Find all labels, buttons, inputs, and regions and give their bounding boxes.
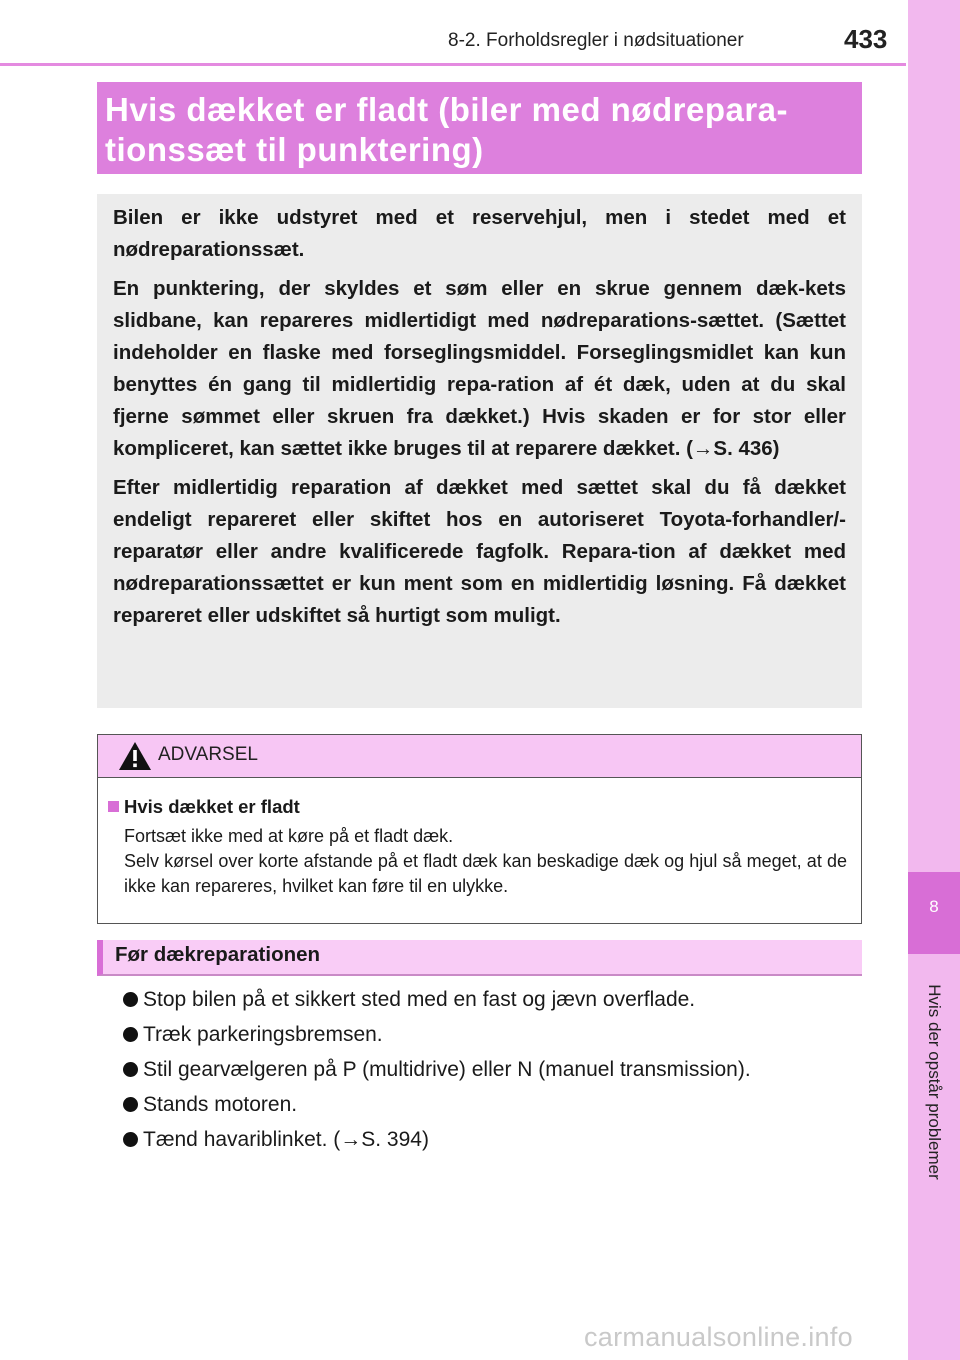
intro-paragraph-1: Bilen er ikke udstyret med et reservehjul, men i stedet med et nødreparationssæt. xyxy=(113,206,846,261)
list-item xyxy=(123,982,863,1017)
bullet-icon xyxy=(123,1132,138,1147)
list-item xyxy=(123,1052,863,1087)
page-title-line-2: tionssæt til punktering) xyxy=(105,131,484,168)
bullet-icon xyxy=(123,992,138,1007)
header-rule xyxy=(0,63,906,66)
warning-header xyxy=(98,735,861,778)
warning-subtitle xyxy=(108,796,847,818)
warning-box xyxy=(97,734,862,924)
section-title: Før dækreparationen xyxy=(97,940,862,976)
list-item-text: Stands motoren. xyxy=(143,1093,298,1116)
warning-text-1: Fortsæt ikke med at køre på et fladt dæk. xyxy=(124,826,454,846)
warning-subtitle-text: Hvis dækket er fladt xyxy=(124,796,300,817)
square-bullet-icon xyxy=(108,801,119,812)
warning-label: ADVARSEL xyxy=(158,744,258,765)
bullet-icon xyxy=(123,1062,138,1077)
warning-triangle-icon xyxy=(118,740,152,772)
watermark: carmanualsonline.info xyxy=(584,1322,853,1352)
intro-paragraph-3: Efter midlertidig reparation af dækket med sættet skal du få dækket endeligt repareret eller skiftet hos en autoriseret Toyota-forhandler/-reparatør eller andre kvalificerede fagfolk. Repara-tion af dækket med nødreparationssættet er kun ment som en midlertidig løsning. Få dækket repareret eller udskiftet så hurtigt som muligt. xyxy=(113,476,846,627)
step-list xyxy=(123,982,863,1157)
list-item xyxy=(123,1017,863,1052)
list-item-text: Stop bilen på et sikkert sted med en fast og jævn overflade. xyxy=(143,988,696,1011)
page-title-line-1: Hvis dækket er fladt (biler med nødrepara- xyxy=(105,91,789,128)
list-item-text: Tænd havariblinket. (→S. 394) xyxy=(143,1128,429,1151)
bullet-icon xyxy=(123,1097,138,1112)
warning-body xyxy=(98,778,861,899)
bullet-icon xyxy=(123,1027,138,1042)
intro-paragraph-2: En punktering, der skyldes et søm eller en skrue gennem dæk-kets slidbane, kan repareres midlertidigt med nødreparations-sættet. (Sættet indeholder en flaske med forseglingsmiddel. Forseglingsmidlet kan kun benyttes én gang til midlertidig repa-ration af ét dæk, uden at du skal fjerne sømmet eller skruen fra dækket.) Hvis skaden er for stor eller kompliceret, kan sættet ikke bruges til at reparere dækket. (→S. 436) xyxy=(113,277,846,460)
warning-text-2: Selv kørsel over korte afstande på et fladt dæk kan beskadige dæk og hjul så meget, at de ikke kan repareres, hvilket kan føre til en ulykke. xyxy=(124,851,847,896)
list-item xyxy=(123,1087,863,1122)
chapter-number-tab[interactable]: 8 xyxy=(908,872,960,954)
list-item-text: Træk parkeringsbremsen. xyxy=(143,1023,383,1046)
section-heading: 8-2. Forholdsregler i nødsituationer xyxy=(448,30,744,51)
chapter-label: Hvis der opstår problemer xyxy=(925,984,944,1180)
page-title xyxy=(97,82,862,174)
page-number: 433 xyxy=(844,24,888,54)
intro-box xyxy=(97,194,862,708)
list-item-text: Stil gearvælgeren på P (multidrive) eller N (manuel transmission). xyxy=(143,1058,751,1081)
list-item xyxy=(123,1122,863,1157)
